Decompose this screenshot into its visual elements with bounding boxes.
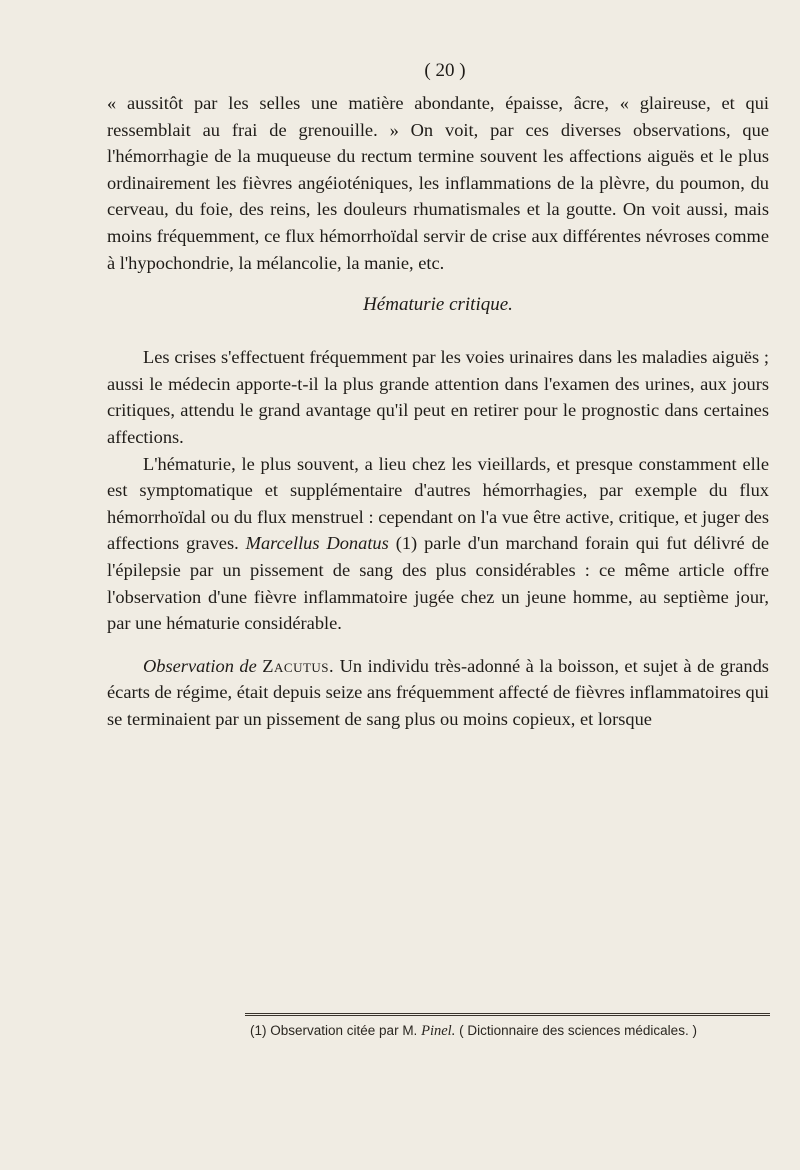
paragraph-1: « aussitôt par les selles une matière abondante, épaisse, âcre, « glaireuse, et qui ressemblait au frai de grenouille. » On voit, par ces diverses observations, que l'hémorrhagie de la muqueuse du rectum termine souvent les affections aiguës et le plus ordinairement les fièvres angéioténiques, les inflammations de la plèvre, du poumon, du cerveau, du foie, des reins, les douleurs rhumatismales et la goutte. On voit aussi, mais moins fréquemment, ce flux hémorrhoïdal servir de crise aux différentes névroses comme à l'hypochondrie, la mélancolie, la manie, etc. [107,93,769,273]
paragraph-3-start: L'hématurie, le plus souvent, a lieu chez les vieillards, et presque constamment elle est symptomatique et supplémentaire d'autres hémorrhagies, par exemple du flux hémorrhoïdal ou du flux menstruel : cependant on l'a vue être active, critique, et juger des affections graves. [107,453,769,554]
paragraph-gap [107,637,769,653]
observation-label: Observation de [143,655,257,676]
footnote [250,1022,770,1040]
observation-author: Zacutus. [262,655,335,676]
observation-text: Un individu très-adonné à la boisson, et sujet à de grands écarts de régime, était depuis seize ans fréquemment affecté de fièvres inflammatoires qui se terminaient par un pissement de sang plus ou moins copieux, et lorsque [107,655,769,729]
footnote-source: ( Dictionnaire des sciences médicales. ) [459,1023,697,1038]
footnote-rule [245,1013,770,1016]
paragraph-4 [107,653,769,733]
section-heading: Hématurie critique. [363,294,513,316]
page-number: ( 20 ) [424,60,466,81]
paragraph-2: Les crises s'effectuent fréquemment par les voies urinaires dans les maladies aiguës ; aussi le médecin apporte-t-il la plus grande attention dans l'examen des urines, aux jours critiques, attendu le grand avantage qu'il peut en retirer pour le prognostic dans certaines affections. [107,347,769,447]
paragraph-3-end: (1) parle d'un marchand forain qui fut délivré de l'épilepsie par un pissement de sang des plus considérables : ce même article offre l'observation d'une fièvre inflammatoire jugée chez un jeune homme, au septième jour, par une hématurie considérable. [107,533,770,634]
text-column [107,58,769,732]
paragraph-3 [107,451,769,637]
cited-author: Marcellus Donatus [245,533,389,554]
footnote-author: Pinel. [421,1023,456,1039]
footnote-start: (1) Observation citée par M. [250,1023,418,1038]
